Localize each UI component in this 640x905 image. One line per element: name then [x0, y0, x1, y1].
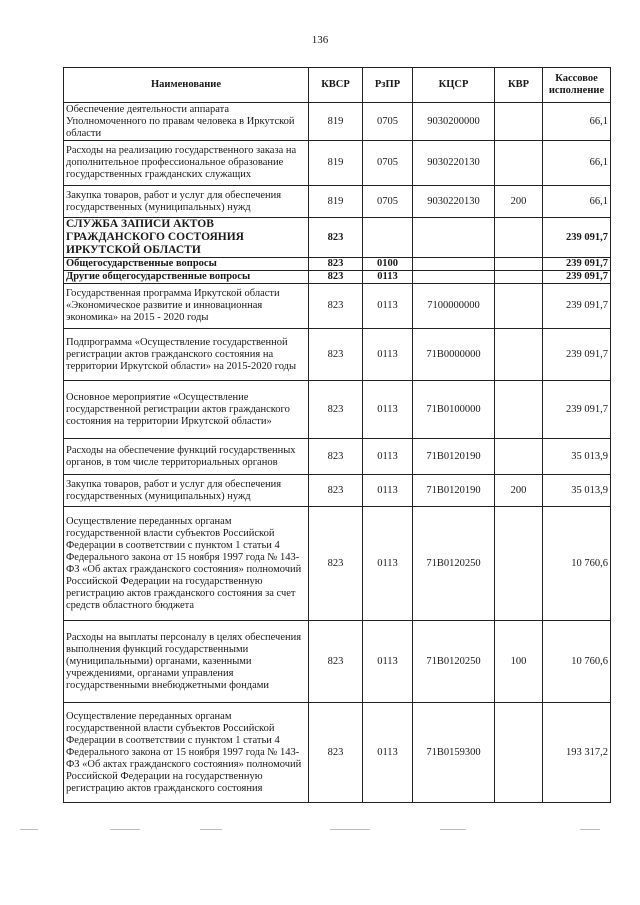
cell-kvsr: 819	[309, 186, 363, 218]
table-row	[64, 703, 611, 803]
cell-kcsr: 71В0120190	[413, 439, 495, 475]
cell-name: Государственная программа Иркутской области «Экономическое развитие и инновационная экономика» на 2015 - 2020 годы	[64, 284, 309, 329]
cell-kvsr: 819	[309, 141, 363, 186]
cell-cash: 239 091,7	[543, 258, 611, 271]
cell-kvsr: 823	[309, 703, 363, 803]
cell-rzpr: 0705	[363, 186, 413, 218]
cell-kvsr: 823	[309, 439, 363, 475]
table-row	[64, 103, 611, 141]
header-kvr: КВР	[495, 68, 543, 103]
header-cash: Кассовое исполнение	[543, 68, 611, 103]
table-row-section	[64, 218, 611, 258]
cell-kcsr	[413, 218, 495, 258]
header-kcsr: КЦСР	[413, 68, 495, 103]
cell-name: Подпрограмма «Осуществление государственной регистрации актов гражданского состояния на территории Иркутской области» на 2015-2020 годы	[64, 329, 309, 381]
cell-cash: 239 091,7	[543, 284, 611, 329]
table-row	[64, 381, 611, 439]
budget-table	[63, 67, 611, 803]
cell-kvsr: 823	[309, 218, 363, 258]
cell-kvr	[495, 381, 543, 439]
scan-mark	[580, 829, 600, 830]
table-row-section	[64, 258, 611, 271]
scan-mark	[330, 829, 370, 830]
cell-cash: 35 013,9	[543, 475, 611, 507]
cell-rzpr: 0100	[363, 258, 413, 271]
cell-rzpr: 0113	[363, 475, 413, 507]
cell-kvr	[495, 271, 543, 284]
scan-mark	[20, 829, 38, 830]
cell-kvsr: 819	[309, 103, 363, 141]
cell-kcsr: 9030220130	[413, 141, 495, 186]
cell-kcsr: 7100000000	[413, 284, 495, 329]
cell-kvsr: 823	[309, 271, 363, 284]
cell-kcsr: 9030220130	[413, 186, 495, 218]
cell-kvr: 200	[495, 475, 543, 507]
cell-cash: 239 091,7	[543, 329, 611, 381]
cell-cash: 239 091,7	[543, 381, 611, 439]
cell-kcsr: 71В0120250	[413, 507, 495, 621]
scan-edge-marks	[0, 829, 640, 837]
cell-kvr	[495, 218, 543, 258]
cell-kcsr: 71В0120190	[413, 475, 495, 507]
table-row	[64, 507, 611, 621]
table-row-section	[64, 271, 611, 284]
header-kvsr: КВСР	[309, 68, 363, 103]
cell-kvr	[495, 329, 543, 381]
cell-cash: 66,1	[543, 141, 611, 186]
cell-name: Расходы на обеспечение функций государственных органов, в том числе территориальных органов	[64, 439, 309, 475]
cell-name: Осуществление переданных органам государственной власти субъектов Российской Федерации в соответствии с пунктом 1 статьи 4 Федерального закона от 15 ноября 1997 года № 143-ФЗ «Об актах гражданского состояния» полномочий Российской Федерации на государственную регистрацию актов гражданского состояния	[64, 703, 309, 803]
cell-rzpr: 0705	[363, 103, 413, 141]
cell-cash: 66,1	[543, 186, 611, 218]
cell-rzpr: 0113	[363, 439, 413, 475]
cell-rzpr: 0113	[363, 703, 413, 803]
table-row	[64, 186, 611, 218]
cell-kcsr: 71В0100000	[413, 381, 495, 439]
cell-kcsr: 71В0159300	[413, 703, 495, 803]
table-row	[64, 141, 611, 186]
cell-kvsr: 823	[309, 475, 363, 507]
cell-name: Другие общегосударственные вопросы	[64, 271, 309, 284]
cell-kcsr	[413, 271, 495, 284]
cell-cash: 35 013,9	[543, 439, 611, 475]
header-rzpr: РзПР	[363, 68, 413, 103]
cell-kvr	[495, 141, 543, 186]
table-row	[64, 439, 611, 475]
cell-kvr	[495, 284, 543, 329]
table-row	[64, 475, 611, 507]
cell-kvr	[495, 439, 543, 475]
cell-kvr	[495, 507, 543, 621]
table-header-row	[64, 68, 611, 103]
cell-kvsr: 823	[309, 507, 363, 621]
cell-cash: 193 317,2	[543, 703, 611, 803]
cell-rzpr	[363, 218, 413, 258]
cell-name: СЛУЖБА ЗАПИСИ АКТОВ ГРАЖДАНСКОГО СОСТОЯНИЯ ИРКУТСКОЙ ОБЛАСТИ	[64, 218, 309, 258]
cell-kvsr: 823	[309, 284, 363, 329]
cell-name: Обеспечение деятельности аппарата Уполномоченного по правам человека в Иркутской области	[64, 103, 309, 141]
cell-cash: 66,1	[543, 103, 611, 141]
page-number: 136	[311, 34, 329, 46]
cell-name: Закупка товаров, работ и услуг для обеспечения государственных (муниципальных) нужд	[64, 475, 309, 507]
cell-kvsr: 823	[309, 381, 363, 439]
cell-kcsr: 71В0000000	[413, 329, 495, 381]
cell-name: Расходы на реализацию государственного заказа на дополнительное профессиональное образование государственных гражданских служащих	[64, 141, 309, 186]
cell-rzpr: 0113	[363, 284, 413, 329]
cell-kvsr: 823	[309, 329, 363, 381]
cell-name: Закупка товаров, работ и услуг для обеспечения государственных (муниципальных) нужд	[64, 186, 309, 218]
cell-kcsr	[413, 258, 495, 271]
cell-name: Основное мероприятие «Осуществление государственной регистрации актов гражданского состояния на территории Иркутской области»	[64, 381, 309, 439]
cell-kvr	[495, 103, 543, 141]
scan-mark	[200, 829, 222, 830]
cell-kcsr: 9030200000	[413, 103, 495, 141]
cell-kvr	[495, 703, 543, 803]
table-row	[64, 329, 611, 381]
cell-cash: 239 091,7	[543, 271, 611, 284]
cell-name: Осуществление переданных органам государственной власти субъектов Российской Федерации в соответствии с пунктом 1 статьи 4 Федерального закона от 15 ноября 1997 года № 143-ФЗ «Об актах гражданского состояния» полномочий Российской Федерации на государственную регистрацию актов гражданского состояния за счет средств областного бюджета	[64, 507, 309, 621]
table-row	[64, 284, 611, 329]
cell-cash: 10 760,6	[543, 621, 611, 703]
cell-cash: 239 091,7	[543, 218, 611, 258]
cell-kvr	[495, 258, 543, 271]
scan-mark	[110, 829, 140, 830]
cell-rzpr: 0705	[363, 141, 413, 186]
cell-rzpr: 0113	[363, 621, 413, 703]
cell-name: Общегосударственные вопросы	[64, 258, 309, 271]
cell-kvr: 200	[495, 186, 543, 218]
cell-cash: 10 760,6	[543, 507, 611, 621]
cell-kcsr: 71В0120250	[413, 621, 495, 703]
cell-rzpr: 0113	[363, 271, 413, 284]
cell-kvsr: 823	[309, 621, 363, 703]
header-name: Наименование	[64, 68, 309, 103]
cell-kvr: 100	[495, 621, 543, 703]
cell-rzpr: 0113	[363, 381, 413, 439]
cell-rzpr: 0113	[363, 507, 413, 621]
scan-mark	[440, 829, 466, 830]
table-row	[64, 621, 611, 703]
cell-kvsr: 823	[309, 258, 363, 271]
cell-rzpr: 0113	[363, 329, 413, 381]
cell-name: Расходы на выплаты персоналу в целях обеспечения выполнения функций государственными (муниципальными) органами, казенными учреждениями, органами управления государственными внебюджетными фондами	[64, 621, 309, 703]
